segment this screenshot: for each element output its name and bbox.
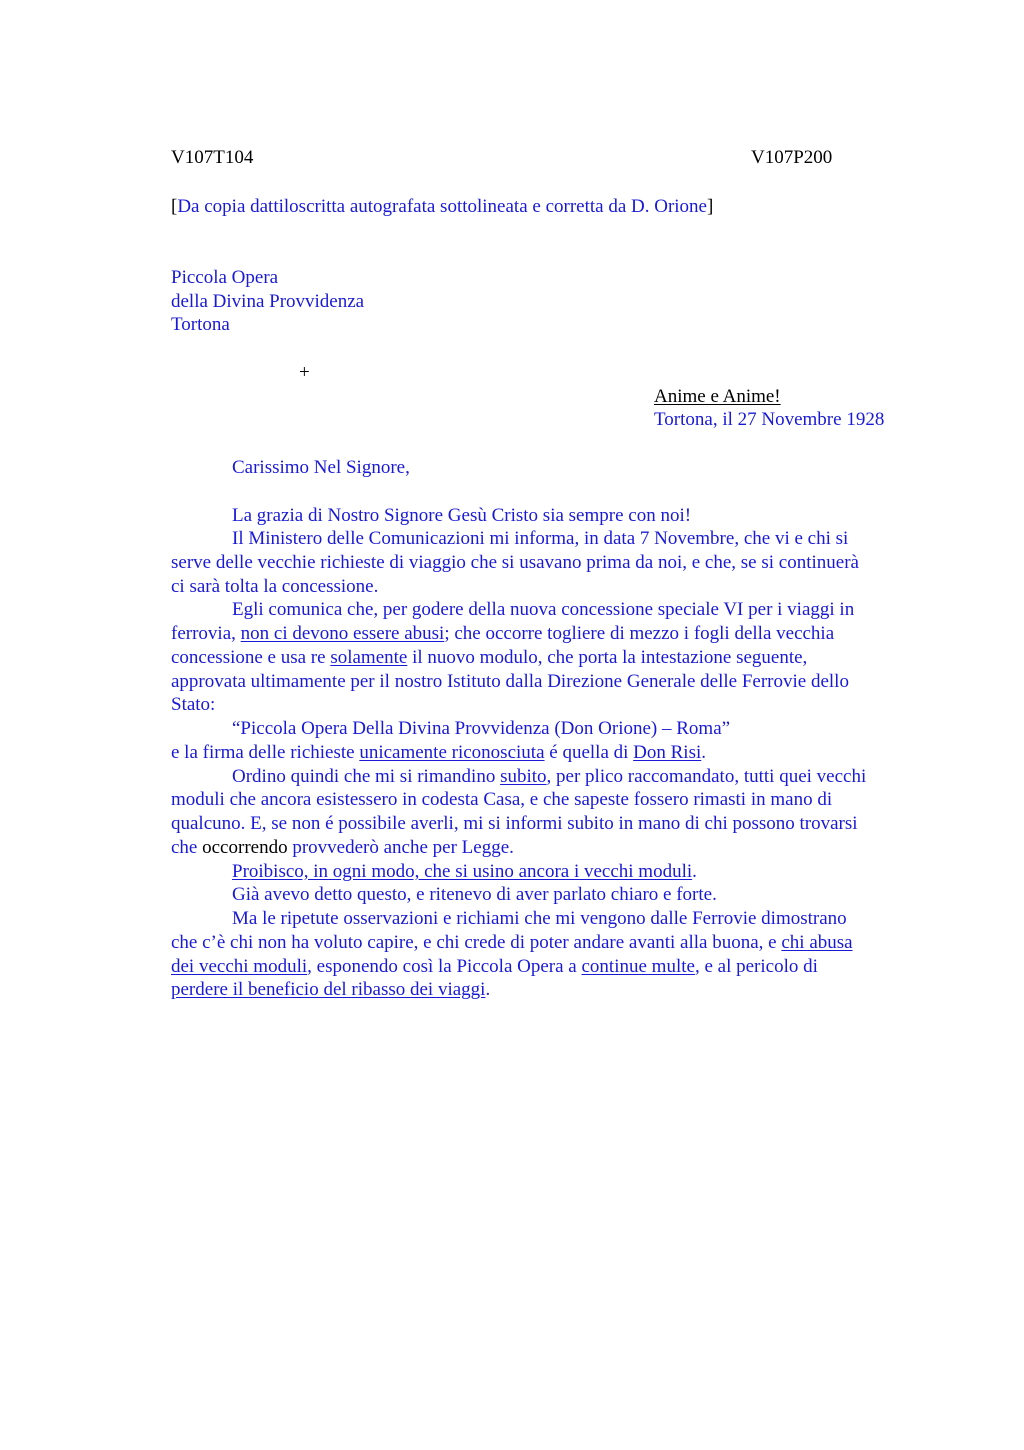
text-run: , esponendo così la Piccola Opera a (307, 956, 582, 977)
underlined-text: chi abusa (781, 932, 853, 953)
underlined-text: solamente (330, 647, 408, 668)
text-run: . (692, 861, 697, 882)
body-line: Già avevo detto questo, e ritenevo di aver parlato chiaro e forte. (232, 884, 717, 905)
note-bracket-close: ] (707, 196, 714, 217)
underlined-text: non ci devono essere abusi (240, 623, 445, 644)
text-run: che c’è chi non ha voluto capire, e chi crede di poter andare avanti alla buona, e (171, 932, 782, 953)
letterhead-line2: della Divina Provvidenza (171, 291, 365, 312)
underlined-text: dei vecchi moduli (171, 956, 308, 977)
body-line (171, 931, 853, 955)
underlined-text: subito (500, 766, 547, 787)
letterhead-line3: Tortona (171, 314, 230, 335)
body-line (171, 622, 834, 646)
text-run: che (171, 837, 203, 858)
body-line (171, 978, 490, 1002)
body-line (171, 646, 807, 670)
text-run: ferrovia, (171, 623, 241, 644)
body-line (232, 765, 866, 789)
quoted-heading: “Piccola Opera Della Divina Provvidenza (Don Orione) – Roma” (232, 718, 731, 739)
underlined-text: perdere il beneficio del ribasso dei viaggi (171, 979, 486, 1000)
source-note (171, 195, 713, 219)
underlined-text: unicamente riconosciuta (359, 742, 545, 763)
text-run: Ordino quindi che mi si rimandino (232, 766, 501, 787)
salutation: Carissimo Nel Signore, (232, 457, 410, 478)
text-run: ; che occorre togliere di mezzo i fogli della vecchia (444, 623, 835, 644)
body-line (171, 955, 818, 979)
text-run: provvederò anche per Legge. (287, 837, 514, 858)
note-text: Da copia dattiloscritta autografata sottolineata e corretta da D. Orione (177, 196, 707, 217)
letterhead-line1: Piccola Opera (171, 267, 279, 288)
cross-symbol: + (299, 362, 310, 383)
underlined-text: Proibisco, in ogni modo, che si usino ancora i vecchi moduli (232, 861, 693, 882)
text-run: , e al pericolo di (694, 956, 818, 977)
note-bracket-open: [ (171, 196, 178, 217)
body-line: qualcuno. E, se non é possibile averli, mi si informi subito in mano di chi possono trovarsi (171, 813, 858, 834)
body-line: serve delle vecchie richieste di viaggio che si usavano prima da noi, e che, se si continuerà (171, 552, 859, 573)
date-line: Tortona, il 27 Novembre 1928 (654, 409, 885, 430)
header-right-code: V107P200 (751, 147, 833, 168)
body-line: Stato: (171, 694, 216, 715)
header-left-code: V107T104 (171, 147, 254, 168)
underlined-text: continue multe (581, 956, 695, 977)
text-run: . (485, 979, 491, 1000)
body-line (232, 860, 697, 884)
body-line (171, 741, 706, 765)
underlined-text: Don Risi (633, 742, 702, 763)
text-run: e la firma delle richieste (171, 742, 360, 763)
body-line: moduli che ancora esistessero in codesta Casa, e che sapeste fossero rimasti in mano di (171, 789, 833, 810)
motto: Anime e Anime! (654, 386, 781, 407)
text-run: , per plico raccomandato, tutti quei vecchi (546, 766, 867, 787)
text-run: . (701, 742, 707, 763)
body-line: Ma le ripetute osservazioni e richiami che mi vengono dalle Ferrovie dimostrano (232, 908, 847, 929)
body-line: approvata ultimamente per il nostro Istituto dalla Direzione Generale delle Ferrovie dello (171, 671, 849, 692)
text-run: il nuovo modulo, che porta la intestazione seguente, (407, 647, 808, 668)
body-line: Egli comunica che, per godere della nuova concessione speciale VI per i viaggi in (232, 599, 855, 620)
body-line: La grazia di Nostro Signore Gesù Cristo sia sempre con noi! (232, 505, 692, 526)
correction-text: occorrendo (202, 837, 288, 858)
body-line (171, 836, 514, 860)
text-run: é quella di (544, 742, 634, 763)
body-line: Il Ministero delle Comunicazioni mi informa, in data 7 Novembre, che vi e chi si (232, 528, 849, 549)
body-line: ci sarà tolta la concessione. (171, 576, 379, 597)
text-run: concessione e usa re (171, 647, 331, 668)
